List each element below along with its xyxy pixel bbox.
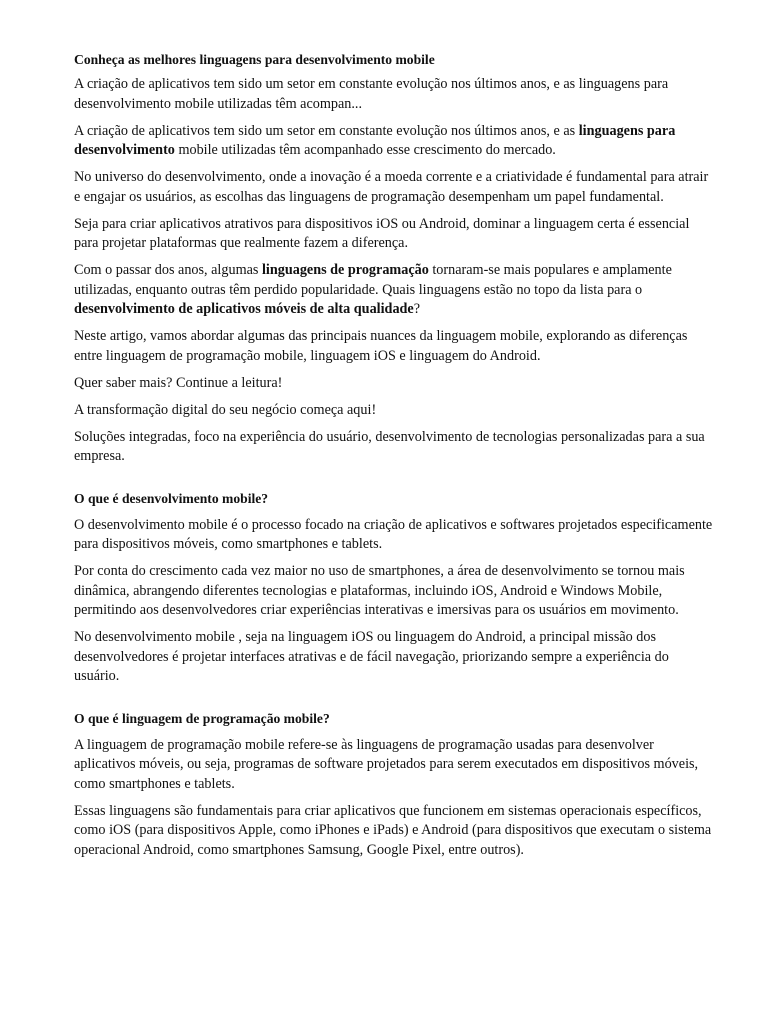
document-title: Conheça as melhores linguagens para desenvolvimento mobile [74,52,435,67]
text-run: A criação de aplicativos tem sido um setor em constante evolução nos últimos anos, e as [74,122,579,139]
intro-paragraph-6: Quer saber mais? Continue a leitura! [74,374,283,391]
section2-paragraph-2: Essas linguagens são fundamentais para criar aplicativos que funcionem em sistemas operacionais específicos, como iOS (para dispositivos Apple, como iPhones e iPads) e Android (para dispositivos que executam o sistema operacional Android, como smartphones Samsung, Google Pixel, entre outros). [74,802,712,858]
intro-paragraph-8: Soluções integradas, foco na experiência do usuário, desenvolvimento de tecnologias personalizadas para a sua empresa. [74,428,705,464]
intro-paragraph-1 [74,122,714,161]
intro-paragraph-2: No universo do desenvolvimento, onde a inovação é a moeda corrente e a criatividade é fundamental para atrair e engajar os usuários, as escolhas das linguagens de programação desempenham um papel fundamental. [74,169,709,205]
section1-paragraph-1: O desenvolvimento mobile é o processo focado na criação de aplicativos e softwares projetados especificamente para dispositivos móveis, como smartphones e tablets. [74,516,713,552]
bold-phrase: linguagens de programação [261,262,429,278]
bold-phrase: desenvolvimento de aplicativos móveis de alta qualidade [74,301,414,317]
text-run: mobile utilizadas têm acompanhado esse crescimento do mercado. [174,142,556,158]
bold-phrase: linguagens para desenvolvimento [74,122,676,158]
section-heading-desenvolvimento-mobile: O que é desenvolvimento mobile? [74,490,269,506]
intro-paragraph-7: A transformação digital do seu negócio começa aqui! [74,401,377,418]
text-run: tornaram-se mais populares e amplamente utilizadas, enquanto outras têm perdido popularidade. Quais linguagens estão no topo da lista para o [74,262,672,298]
section2-paragraph-1: A linguagem de programação mobile refere-se às linguagens de programação usadas para desenvolver aplicativos móveis, ou seja, programas de software projetados para serem executados em dispositivos móveis, como smartphones e tablets. [74,736,699,792]
section1-paragraph-3: No desenvolvimento mobile , seja na linguagem iOS ou linguagem do Android, a principal missão dos desenvolvedores é projetar interfaces atrativas e de fácil navegação, priorizando sempre a experiência do usuário. [74,629,669,684]
intro-paragraph-4 [74,261,714,320]
text-run: Com o passar dos anos, algumas [74,262,262,278]
intro-paragraph-5: Neste artigo, vamos abordar algumas das principais nuances da linguagem mobile, explorando as diferenças entre linguagem de programação mobile, linguagem iOS e linguagem do Android. [74,328,688,364]
intro-paragraph-3: Seja para criar aplicativos atrativos para dispositivos iOS ou Android, dominar a linguagem certa é essencial para projetar plataformas que realmente fazem a diferença. [74,215,690,251]
document-page [74,50,714,868]
text-run: ? [413,301,421,317]
section1-paragraph-2: Por conta do crescimento cada vez maior no uso de smartphones, a área de desenvolvimento se tornou mais dinâmica, abrangendo diferentes tecnologias e plataformas, incluindo iOS, Android e Windows Mobile, permitindo aos desenvolvedores criar experiências interativas e imersivas para os usuários em movimento. [74,563,685,618]
article-excerpt: A criação de aplicativos tem sido um setor em constante evolução nos últimos anos, e as linguagens para desenvolvimento mobile utilizadas têm acompan... [74,76,669,112]
section-heading-linguagem-mobile: O que é linguagem de programação mobile? [74,710,330,726]
